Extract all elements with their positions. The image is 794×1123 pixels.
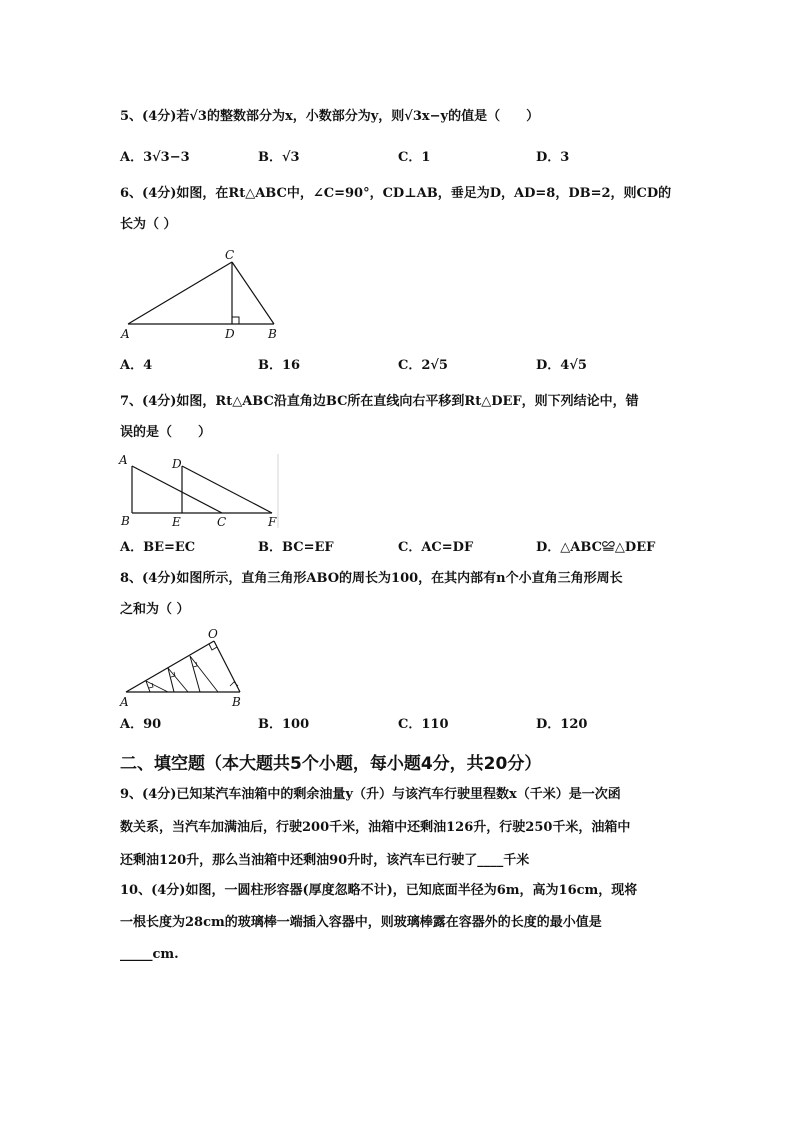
q7-option-c: C．AC=DF (398, 540, 474, 555)
section-heading-fill-in: 二、填空题（本大题共5个小题，每小题4分，共20分） (120, 754, 542, 774)
q8-figure-right-triangle (118, 626, 248, 711)
q5-option-d: D．3 (536, 150, 570, 165)
q5-stem: 5、(4分)若√3的整数部分为x，小数部分为y，则√3x−y的值是（ ） (120, 109, 540, 124)
q6-label-c: C (225, 248, 235, 262)
q10-line3: _____cm. (120, 947, 179, 962)
q8-option-b: B．100 (258, 717, 310, 732)
q7-label-c: C (217, 515, 227, 529)
q8-option-c: C．110 (398, 717, 449, 732)
q9-line1: 9、(4分)已知某汽车油箱中的剩余油量y（升）与该汽车行驶里程数x（千米）是一次函 (120, 787, 621, 802)
q5-option-a: A．3√3−3 (120, 150, 190, 165)
q6-option-b: B．16 (258, 358, 301, 373)
q6-label-a: A (121, 327, 130, 341)
q8-label-a: A (120, 695, 129, 709)
q7-figure-translated-triangles (116, 452, 286, 532)
q8-option-d: D．120 (536, 717, 588, 732)
q7-label-d: D (172, 457, 182, 471)
q6-label-d: D (225, 327, 235, 341)
q5-option-c: C．1 (398, 150, 431, 165)
q8-label-b: B (232, 695, 241, 709)
q6-label-b: B (268, 327, 277, 341)
q7-label-b: B (121, 514, 130, 528)
q7-option-b: B．BC=EF (258, 540, 334, 555)
q6-stem-line2: 长为（ ） (120, 217, 177, 232)
q6-option-c: C．2√5 (398, 358, 448, 373)
q7-label-f: F (268, 515, 277, 529)
q10-line2: 一根长度为28cm的玻璃棒一端插入容器中，则玻璃棒露在容器外的长度的最小值是 (120, 915, 602, 930)
q6-figure-triangle (118, 244, 288, 344)
q7-label-a: A (119, 453, 128, 467)
q7-label-e: E (172, 515, 181, 529)
q6-option-a: A．4 (120, 358, 153, 373)
q9-line2: 数关系，当汽车加满油后，行驶200千米，油箱中还剩油126升，行驶250千米，油箱中 (120, 820, 631, 835)
q8-option-a: A．90 (120, 717, 162, 732)
q6-stem-line1: 6、(4分)如图，在Rt△ABC中，∠C=90°，CD⊥AB，垂足为D，AD=8，DB=2，则CD的 (120, 186, 672, 201)
q10-line1: 10、(4分)如图，一圆柱形容器(厚度忽略不计)，已知底面半径为6m，高为16cm，现将 (120, 883, 638, 898)
q8-label-o: O (208, 627, 218, 641)
q7-option-a: A．BE=EC (120, 540, 196, 555)
q7-option-d: D．△ABC≌△DEF (536, 540, 656, 555)
q7-stem-line1: 7、(4分)如图，Rt△ABC沿直角边BC所在直线向右平移到Rt△DEF，则下列结论中，错 (120, 394, 639, 409)
q7-stem-line2: 误的是（ ） (120, 425, 212, 440)
q9-line3: 还剩油120升，那么当油箱中还剩油90升时，该汽车已行驶了____千米 (120, 853, 530, 868)
q6-option-d: D．4√5 (536, 358, 587, 373)
q8-stem-line2: 之和为（ ） (120, 602, 190, 617)
q8-stem-line1: 8、(4分)如图所示，直角三角形ABO的周长为100，在其内部有n个小直角三角形周长 (120, 571, 623, 586)
q5-option-b: B．√3 (258, 150, 300, 165)
